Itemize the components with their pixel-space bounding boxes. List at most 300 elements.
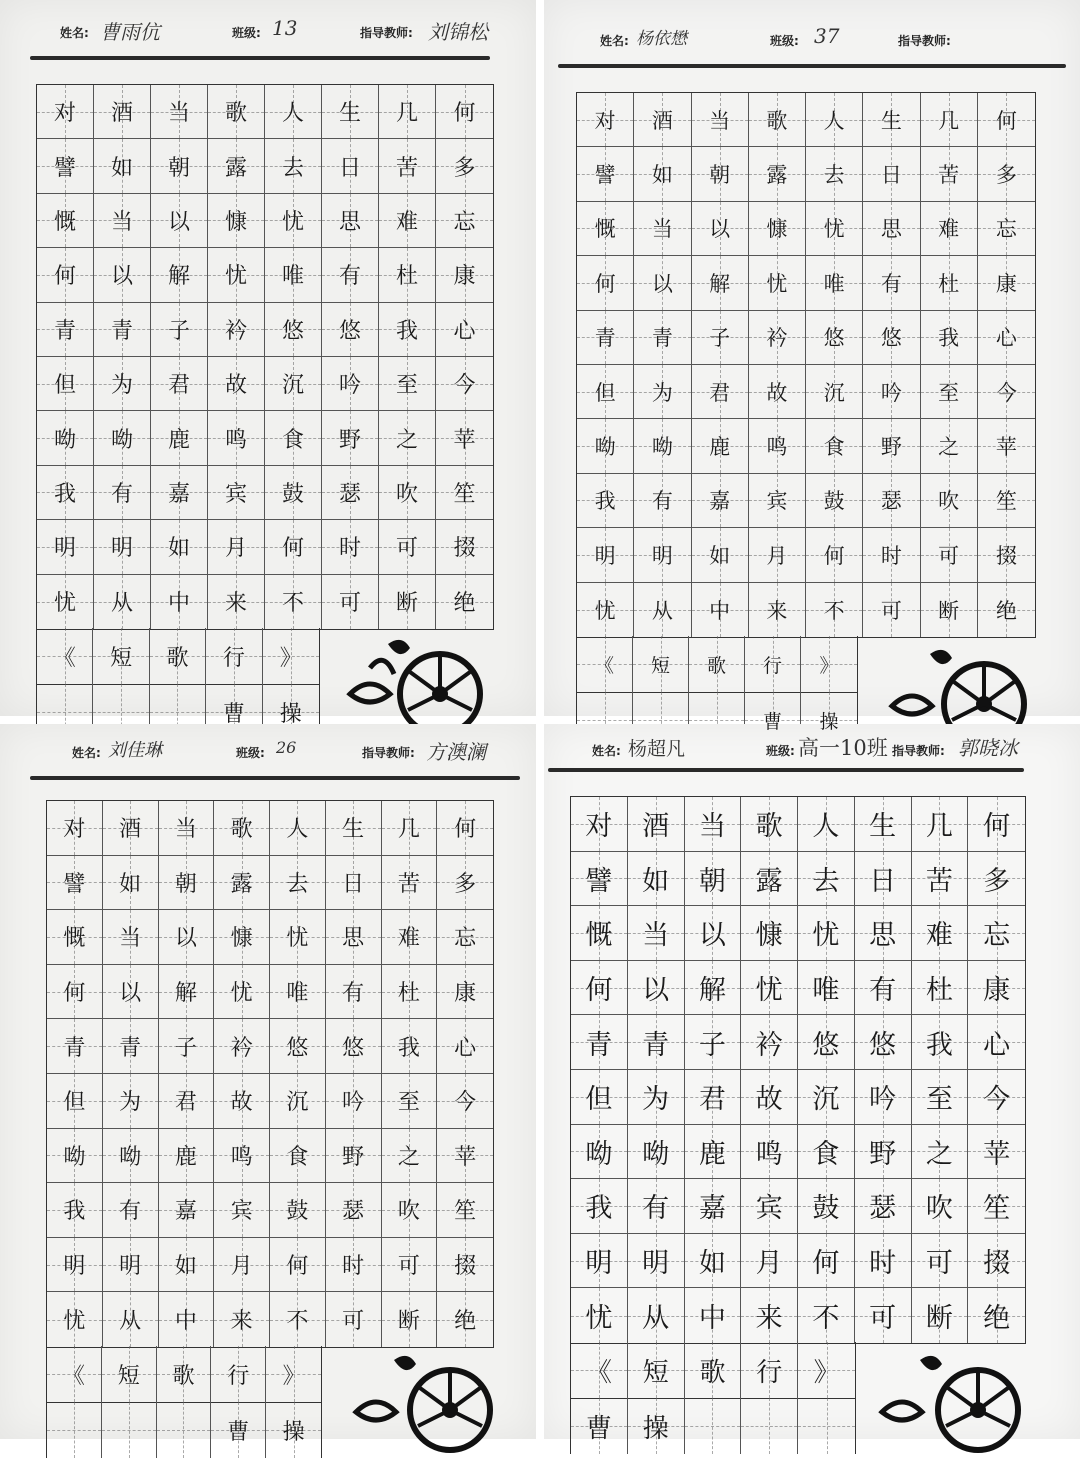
author-character: 曹 xyxy=(222,701,245,727)
poem-character: 断 xyxy=(938,598,960,623)
poem-character: 如 xyxy=(110,155,133,181)
poem-character: 不 xyxy=(286,1309,309,1335)
poem-character: 掇 xyxy=(983,1248,1011,1280)
poem-character: 至 xyxy=(397,1090,420,1116)
grid-cell xyxy=(206,628,262,684)
grid-cell xyxy=(151,575,208,629)
grid-cell xyxy=(692,474,749,528)
poem-character: 青 xyxy=(53,318,76,344)
grid-cell xyxy=(326,965,382,1020)
grid-cell xyxy=(741,1234,798,1289)
poem-character: 唯 xyxy=(281,264,304,290)
poem-character: 青 xyxy=(585,1029,613,1061)
grid-cell xyxy=(379,357,436,411)
grid-cell xyxy=(270,801,326,856)
grid-cell xyxy=(634,365,691,419)
grid-cell xyxy=(37,303,94,357)
grid-cell xyxy=(628,1234,685,1289)
poem-character: 康 xyxy=(453,264,476,290)
poem-character: 何 xyxy=(453,101,476,127)
grid-cell xyxy=(265,520,322,574)
grid-cell xyxy=(577,147,634,201)
grid-cell xyxy=(685,1288,742,1343)
poem-character: 朝 xyxy=(709,163,731,188)
name-label: 姓名: xyxy=(592,744,621,758)
poem-character: 呦 xyxy=(594,435,616,460)
grid-cell xyxy=(214,1074,270,1129)
grid-cell xyxy=(801,636,857,692)
poem-character: 中 xyxy=(174,1309,197,1335)
poem-character: 心 xyxy=(995,326,1017,351)
poem-character: 明 xyxy=(585,1248,613,1280)
grid-cell xyxy=(214,801,270,856)
grid-cell xyxy=(94,411,151,465)
poem-character: 慨 xyxy=(63,926,86,952)
poem-character: 至 xyxy=(395,373,418,399)
grid-cell xyxy=(265,194,322,248)
author-row xyxy=(46,1402,322,1458)
grid-cell xyxy=(208,466,265,520)
poem-character: 但 xyxy=(594,380,616,405)
title-character: 》 xyxy=(813,1357,840,1388)
poem-character: 人 xyxy=(286,817,309,843)
grid-cell xyxy=(437,965,493,1020)
poem-character: 可 xyxy=(938,543,960,568)
poem-character: 以 xyxy=(174,926,197,952)
poem-character: 今 xyxy=(453,373,476,399)
grid-cell xyxy=(211,1346,266,1402)
grid-cell xyxy=(628,1398,685,1454)
poem-character: 野 xyxy=(880,435,902,460)
grid-cell xyxy=(855,1234,912,1289)
poem-character: 青 xyxy=(594,326,616,351)
grid-cell xyxy=(741,1288,798,1343)
grid-cell xyxy=(436,411,493,465)
class-value: 26 xyxy=(276,738,297,757)
student-name: 曹雨伉 xyxy=(100,20,160,44)
poem-character: 日 xyxy=(342,871,365,897)
poem-character: 青 xyxy=(119,1035,142,1061)
grid-cell xyxy=(855,1179,912,1234)
grid-cell xyxy=(379,139,436,193)
title-row xyxy=(36,628,320,685)
poem-character: 嘉 xyxy=(174,1199,197,1225)
title-row xyxy=(570,1342,856,1399)
grid-cell xyxy=(437,1019,493,1074)
poem-character: 食 xyxy=(281,427,304,453)
grid-cell xyxy=(749,365,806,419)
poem-character: 呦 xyxy=(642,1138,670,1170)
grid-cell xyxy=(912,961,969,1016)
poem-character: 中 xyxy=(167,591,190,617)
grid-cell xyxy=(37,628,93,684)
grid-cell xyxy=(571,797,628,852)
grid-cell xyxy=(437,1183,493,1238)
poem-character: 生 xyxy=(338,101,361,127)
poem-character: 瑟 xyxy=(342,1199,365,1225)
grid-cell xyxy=(921,93,978,147)
grid-cell xyxy=(270,1019,326,1074)
class-label: 班级: xyxy=(232,26,261,40)
grid-cell xyxy=(749,528,806,582)
poem-character: 我 xyxy=(395,318,418,344)
grid-cell xyxy=(436,357,493,411)
author-character: 操 xyxy=(282,1419,305,1445)
grid-cell xyxy=(806,474,863,528)
grid-cell xyxy=(749,311,806,365)
poem-character: 苦 xyxy=(925,865,953,897)
student-name: 刘佳琳 xyxy=(108,740,162,761)
title-row xyxy=(46,1346,322,1403)
grid-cell xyxy=(37,85,94,139)
grid-cell xyxy=(968,1234,1025,1289)
poem-character: 鹿 xyxy=(698,1138,726,1170)
poem-character: 君 xyxy=(174,1090,197,1116)
grid-cell xyxy=(265,357,322,411)
poem-character: 解 xyxy=(174,981,197,1007)
grid-cell xyxy=(103,965,159,1020)
poem-character: 故 xyxy=(766,380,788,405)
grid-cell xyxy=(211,1402,266,1458)
poem-character: 如 xyxy=(119,871,142,897)
poem-character: 青 xyxy=(651,326,673,351)
grid-cell xyxy=(382,1292,438,1347)
grid-cell xyxy=(692,311,749,365)
grid-cell xyxy=(270,856,326,911)
poem-character: 但 xyxy=(53,373,76,399)
poem-character: 多 xyxy=(983,865,1011,897)
poem-character: 露 xyxy=(230,871,253,897)
grid-cell xyxy=(436,85,493,139)
grid-cell xyxy=(921,311,978,365)
poem-character: 如 xyxy=(167,536,190,562)
author-character: 曹 xyxy=(227,1419,250,1445)
title-character: 行 xyxy=(222,645,245,671)
grid-cell xyxy=(628,961,685,1016)
grid-cell xyxy=(806,256,863,310)
grid-cell xyxy=(94,194,151,248)
grid-cell xyxy=(265,139,322,193)
poem-character: 呦 xyxy=(63,1144,86,1170)
poem-character: 康 xyxy=(454,981,477,1007)
grid-cell xyxy=(270,965,326,1020)
grid-cell xyxy=(921,256,978,310)
grid-cell xyxy=(151,411,208,465)
grid-cell xyxy=(741,797,798,852)
grid-cell xyxy=(692,583,749,637)
poem-character: 生 xyxy=(880,108,902,133)
poem-character: 沉 xyxy=(812,1084,840,1116)
grid-cell xyxy=(749,256,806,310)
poem-character: 酒 xyxy=(110,101,133,127)
grid-cell xyxy=(159,910,215,965)
poem-character: 呦 xyxy=(110,427,133,453)
grid-cell xyxy=(806,528,863,582)
poem-character: 慷 xyxy=(230,926,253,952)
class-label: 班级: xyxy=(236,746,265,760)
grid-cell xyxy=(571,906,628,961)
grid-cell xyxy=(326,1183,382,1238)
grid-cell xyxy=(436,194,493,248)
grid-cell xyxy=(47,1292,103,1347)
grid-cell xyxy=(855,852,912,907)
grid-cell xyxy=(741,1125,798,1180)
grid-cell xyxy=(863,256,920,310)
grid-cell xyxy=(47,910,103,965)
grid-cell xyxy=(577,636,633,692)
poem-character: 从 xyxy=(642,1303,670,1335)
class-value: 37 xyxy=(814,24,840,48)
grid-cell xyxy=(379,411,436,465)
grid-cell xyxy=(855,1015,912,1070)
poem-character: 来 xyxy=(755,1303,783,1335)
poem-character: 何 xyxy=(983,811,1011,843)
poem-character: 苦 xyxy=(938,163,960,188)
grid-cell xyxy=(921,147,978,201)
grid-cell xyxy=(633,636,689,692)
grid-cell xyxy=(798,852,855,907)
grid-cell xyxy=(863,419,920,473)
poem-character: 忧 xyxy=(594,598,616,623)
poem-character: 可 xyxy=(338,591,361,617)
poem-character: 解 xyxy=(698,975,726,1007)
grid-cell xyxy=(103,1074,159,1129)
poem-character: 悠 xyxy=(342,1035,365,1061)
poem-character: 今 xyxy=(983,1084,1011,1116)
poem-character: 悠 xyxy=(338,318,361,344)
poem-character: 唯 xyxy=(812,975,840,1007)
grid-cell xyxy=(571,1398,628,1454)
poem-character: 忘 xyxy=(454,926,477,952)
grid-cell xyxy=(322,139,379,193)
poem-character: 明 xyxy=(594,543,616,568)
grid-cell xyxy=(159,801,215,856)
title-character: 《 xyxy=(594,654,614,677)
grid-cell xyxy=(151,139,208,193)
poem-character: 我 xyxy=(53,481,76,507)
title-character: 《 xyxy=(53,645,76,671)
grid-cell xyxy=(749,147,806,201)
grid-cell xyxy=(322,248,379,302)
grid-cell xyxy=(577,583,634,637)
poem-character: 几 xyxy=(925,811,953,843)
poem-character: 以 xyxy=(119,981,142,1007)
grid-cell xyxy=(863,93,920,147)
poem-character: 朝 xyxy=(174,871,197,897)
grid-cell xyxy=(806,583,863,637)
grid-cell xyxy=(437,1238,493,1293)
grid-cell xyxy=(322,520,379,574)
grid-cell xyxy=(47,801,103,856)
poem-character: 今 xyxy=(454,1090,477,1116)
poem-character: 为 xyxy=(110,373,133,399)
poem-character: 有 xyxy=(338,264,361,290)
poem-character: 为 xyxy=(119,1090,142,1116)
grid-cell xyxy=(921,419,978,473)
poem-character: 沉 xyxy=(286,1090,309,1116)
grid-cell xyxy=(921,365,978,419)
poem-character: 难 xyxy=(925,920,953,952)
poem-character: 去 xyxy=(286,871,309,897)
grid-cell xyxy=(103,1019,159,1074)
poem-character: 鸣 xyxy=(766,435,788,460)
grid-cell xyxy=(634,93,691,147)
author-character: 操 xyxy=(819,710,839,733)
grid-cell xyxy=(685,1398,742,1454)
poem-character: 从 xyxy=(119,1309,142,1335)
poem-character: 忧 xyxy=(823,217,845,242)
grid-cell xyxy=(968,1179,1025,1234)
grid-cell xyxy=(745,636,801,692)
grid-cell xyxy=(37,411,94,465)
poem-character: 日 xyxy=(338,155,361,181)
grid-cell xyxy=(37,194,94,248)
grid-cell xyxy=(749,202,806,256)
poem-character: 从 xyxy=(110,591,133,617)
grid-cell xyxy=(749,93,806,147)
poem-character: 呦 xyxy=(119,1144,142,1170)
grid-cell xyxy=(634,474,691,528)
poem-character: 解 xyxy=(167,264,190,290)
grid-cell xyxy=(692,365,749,419)
grid-cell xyxy=(634,311,691,365)
poem-character: 对 xyxy=(63,817,86,843)
grid-cell xyxy=(265,248,322,302)
poem-character: 瑟 xyxy=(338,481,361,507)
poem-character: 如 xyxy=(174,1254,197,1280)
grid-cell xyxy=(978,311,1035,365)
grid-cell xyxy=(978,256,1035,310)
grid-cell xyxy=(741,1070,798,1125)
poem-character: 生 xyxy=(342,817,365,843)
grid-cell xyxy=(214,1019,270,1074)
grid-cell xyxy=(577,528,634,582)
grid-cell xyxy=(326,1238,382,1293)
poem-character: 苹 xyxy=(454,1144,477,1170)
grid-cell xyxy=(571,852,628,907)
grid-cell xyxy=(382,965,438,1020)
poem-character: 明 xyxy=(651,543,673,568)
poem-character: 鸣 xyxy=(230,1144,253,1170)
grid-cell xyxy=(798,1125,855,1180)
grid-cell xyxy=(978,528,1035,582)
poem-character: 有 xyxy=(651,489,673,514)
poem-character: 悠 xyxy=(281,318,304,344)
grid-cell xyxy=(628,1342,685,1398)
title-character: 歌 xyxy=(699,1357,726,1388)
poem-character: 月 xyxy=(224,536,247,562)
grid-cell xyxy=(741,1015,798,1070)
teacher-name: 刘锦松 xyxy=(428,20,488,44)
poem-character: 去 xyxy=(281,155,304,181)
grid-cell xyxy=(379,194,436,248)
worksheet-1 xyxy=(0,0,536,727)
grid-cell xyxy=(798,1070,855,1125)
grid-cell xyxy=(863,474,920,528)
grid-cell xyxy=(798,1288,855,1343)
poem-character: 但 xyxy=(63,1090,86,1116)
poem-character: 有 xyxy=(642,1193,670,1225)
poem-character: 鹿 xyxy=(167,427,190,453)
grid-cell xyxy=(855,906,912,961)
grid-cell xyxy=(921,583,978,637)
worksheet-header xyxy=(544,20,1080,52)
grid-cell xyxy=(634,256,691,310)
poem-character: 但 xyxy=(585,1084,613,1116)
worksheet-header xyxy=(0,734,536,766)
class-label: 班级: xyxy=(766,744,795,758)
grid-cell xyxy=(968,1125,1025,1180)
poem-character: 呦 xyxy=(651,435,673,460)
poem-character: 忧 xyxy=(224,264,247,290)
grid-cell xyxy=(806,419,863,473)
grid-cell xyxy=(151,248,208,302)
grid-cell xyxy=(322,466,379,520)
poem-character: 野 xyxy=(338,427,361,453)
grid-cell xyxy=(436,575,493,629)
grid-cell xyxy=(103,1238,159,1293)
poem-character: 当 xyxy=(651,217,673,242)
poem-character: 苹 xyxy=(995,435,1017,460)
poem-character: 断 xyxy=(397,1309,420,1335)
worksheet-4 xyxy=(544,724,1080,1444)
grid-cell xyxy=(265,466,322,520)
grid-cell xyxy=(382,1238,438,1293)
grid-cell xyxy=(685,1234,742,1289)
grid-cell xyxy=(266,1402,321,1458)
grid-cell xyxy=(94,357,151,411)
grid-cell xyxy=(265,303,322,357)
poem-character: 子 xyxy=(698,1029,726,1061)
teacher-label: 指导教师: xyxy=(892,744,945,758)
grid-cell xyxy=(47,1346,102,1402)
poem-character: 明 xyxy=(119,1254,142,1280)
grid-cell xyxy=(37,139,94,193)
poem-character: 呦 xyxy=(585,1138,613,1170)
grid-cell xyxy=(159,1183,215,1238)
poem-character: 吹 xyxy=(397,1199,420,1225)
poem-character: 忘 xyxy=(983,920,1011,952)
grid-cell xyxy=(159,1238,215,1293)
poem-character: 有 xyxy=(869,975,897,1007)
grid-cell xyxy=(47,1238,103,1293)
poem-character: 几 xyxy=(397,817,420,843)
grid-cell xyxy=(159,1129,215,1184)
grid-cell xyxy=(741,906,798,961)
poem-character: 当 xyxy=(119,926,142,952)
poem-character: 慨 xyxy=(53,209,76,235)
grid-cell xyxy=(855,1125,912,1180)
author-character: 操 xyxy=(279,701,302,727)
poem-character: 多 xyxy=(453,155,476,181)
poem-character: 青 xyxy=(110,318,133,344)
poem-character: 食 xyxy=(812,1138,840,1170)
poem-character: 绝 xyxy=(983,1303,1011,1335)
poem-character: 吟 xyxy=(342,1090,365,1116)
poem-character: 笙 xyxy=(453,481,476,507)
poem-character: 鹿 xyxy=(174,1144,197,1170)
grid-cell xyxy=(741,1179,798,1234)
grid-cell xyxy=(571,1342,628,1398)
poem-character: 我 xyxy=(397,1035,420,1061)
poem-character: 瑟 xyxy=(880,489,902,514)
title-character: 行 xyxy=(762,654,782,677)
author-character: 曹 xyxy=(585,1413,612,1444)
grid-cell xyxy=(968,852,1025,907)
poem-character: 笙 xyxy=(454,1199,477,1225)
grid-cell xyxy=(692,419,749,473)
poem-character: 绝 xyxy=(453,591,476,617)
